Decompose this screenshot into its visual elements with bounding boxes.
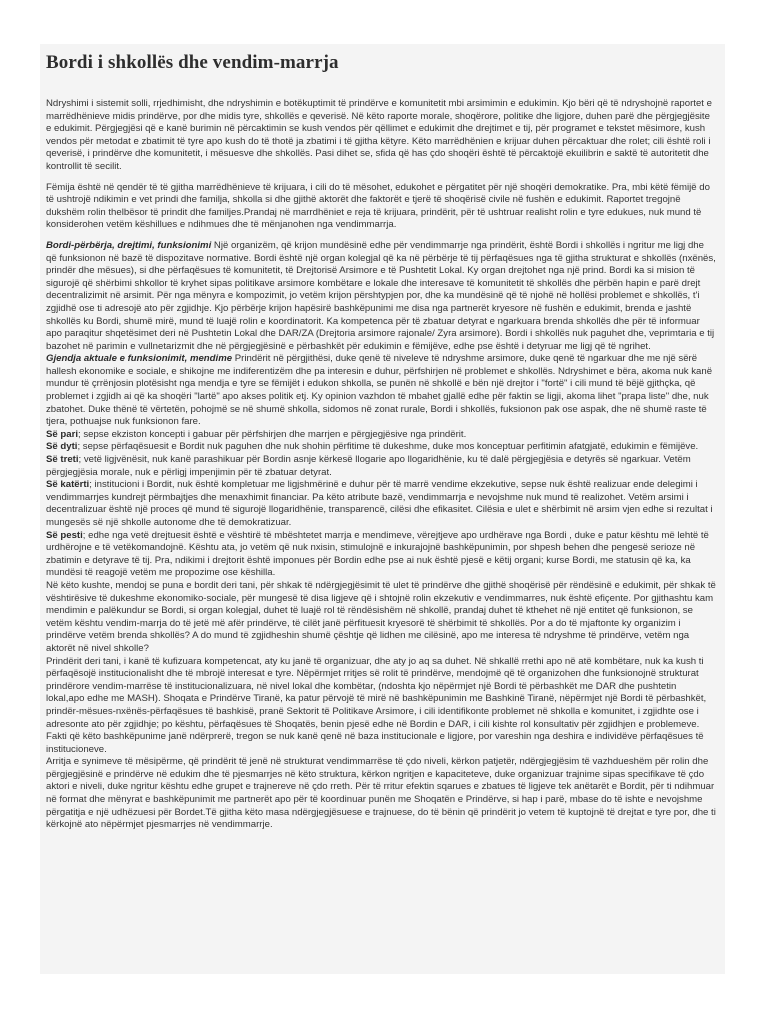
current-state-text: Prindërit në përgjithësi, duke qenë të niveleve të ndryshme arsimore, duke qenë të ngarkuar dhe me një sërë hallesh ekonomike e sociale, e shikojne me indiferentizëm dhe pa interesin e duhur, përfshirjen në problemet e shkollës. Ndryshimet e bëra, akoma nuk kanë mundur të çrrënjosin plotësisht nga mendja e tyre se fëmijët i edukon shkolla, se punën në shkollë e bën një drejtor i "fortë" i cili mund të bëjë gjithçka, që problemet i zgjidh ai që ka shoqëri "lartë" apo akses politik etj. Ky opinion vazhdon të mbahet gjallë edhe për faktin se ligji, akoma lihet "prapa liste" dhe, nuk zbatohet. Duke thënë të vërtetën, pohojmë se në shumë shkolla, sidomos në zonat rurale, Bordi i shkollës, fuksionon pak ose aspak, dhe në shumë raste të tjera, pothuajse nuk funksionon fare.	[46, 353, 713, 428]
reason-first-text: ; sepse ekziston koncepti i gabuar për përfshirjen dhe marrjen e përgjegjësive nga prindërit.	[78, 428, 467, 440]
paragraph-parents-competences: Prindërit deri tani, i kanë të kufizuara kompetencat, aty ku janë të organizuar, dhe aty jo aq sa duhet. Në shkallë rrethi apo në atë kombëtare, nuk ka kush ti përfaqësojë institucionalisht dhe të mbrojë interesat e tyre. Nëpërmjet rritjes së rolit të prindërve, mendojmë që të organizohen dhe funksionojnë strukturat prindërore vendim-marrëse të institucionalizuara, në nivel lokal dhe kombëtar, (ndoshta kjo nëpërmjet një Bordi të përbashkët me DAR dhe pushtetin lokal,apo edhe me MASH). Shoqata e Prindërve Tiranë, ka patur përvojë të mirë në bashkëpunimin me Bashkinë Tiranë, nëpërmjet një Bordi të përbashkët, prindër-mësues-nxënës-përfaqësues të bashkisë, pranë Sektorit të Politikave Arsimore, i cili identifikonte problemet në shkolla e komunitet, i zgjidhte ose i adresonte ato për zgjidhje; po kështu, përfaqësues të Shoqatës, benin pjesë edhe në Bordin e DAR, i cili kishte rol konsultativ për zgjidhjen e problemeve. Fakti që këto bashkëpunime janë ndërprerë, tregon se nuk kanë qenë në baza institucionale e ligjore, por vareshin nga deshira e individëve përfaqësues të institucioneve.	[46, 655, 707, 755]
paragraph-conditions: Në këto kushte, mendoj se puna e bordit deri tani, për shkak të ndërgjegjësimit të ulet të prindërve dhe gjithë shoqërisë për rëndësinë e edukimit, për shkak të vështirësive të dukeshme ekonomiko-sociale, për mungesë të disa ligjeve që i shtojnë rolin ekzekutiv e vendimmarres, nuk është efiçente. Por gjithashtu kam mendimin e palëkundur se Bordi, si organ kolegjal, duhet të luajë rol të rëndësishëm në shkollë, prandaj duhet të kthehet në një entitet që funksionon, se vetëm kështu vendim-marrja do të jetë më afër prindërve, të cilët janë përfituesit kryesorë të shërbimit të shkollës. Por a do të mjaftonte ky organizim i prindërve vetëm brenda shkollës? A do mund të zgjidheshin shumë çështje që lidhen me cilësinë, apo me interesa të ndryshme të prindërve, vetëm nga aktorët në nivel shkolle?	[46, 579, 716, 654]
reason-third-label: Së treti	[46, 454, 79, 466]
paragraph-reason-fourth	[46, 479, 717, 529]
reason-fifth-label: Së pesti	[46, 529, 83, 541]
document-page	[40, 44, 725, 974]
paragraph-current-state	[46, 353, 717, 429]
paragraph-reason-first	[46, 429, 717, 442]
paragraph-achieving-goals: Arritja e synimeve të mësipërme, që prindërit të jenë në strukturat vendimmarrëse të çdo niveli, kërkon patjetër, ndërgjegjësim të vazhdueshëm për rolin dhe përgjegjësinë e prindërve në edukim dhe të pjesmarrjes në këto struktura, kërkon ngritjen e kapaciteteve, duke organizuar trajnime sipas specifikave të çdo aktori e niveli, duke ngritur kështu edhe grupet e trajnereve në çdo rreth. Për të rritur efektin sqarues e zbatues të ligjeve tek anëtarët e Bordit, për ti ndihmuar në format dhe mënyrat e bashkëpunimit me partnerët apo për të koordinuar punën me Shoqatën e Prindërve, si hap i parë, mbase do të ishte e nevojshme përgatitja e një udhëzuesi për Bordet.Të gjitha këto masa ndërgjegjësuese e trajnuese, do të bënin që prindërit jo vetem të kuptojnë të drejtat e tyre por, dhe ti kërkojnë ato nëpërmjet pjesmarrjes në vendimmarrje.	[46, 756, 716, 831]
paragraph-intro: Ndryshimi i sistemit solli, rrjedhimisht, dhe ndryshimin e botëkuptimit të prindërve e komunitetit mbi arsimimin e edukimin. Kjo bëri që të ndryshojnë raportet e marrëdhënieve midis prindërve, por dhe midis tyre, shkollës e qeverisë. Në këto raporte morale, shoqërore, politike dhe ligjore, duhen parë dhe përgjegjësite e edukimit. Përgjegjësi që e kanë burimin në përcaktimin se kush vendos për qëllimet e edukimit dhe drejtimet e tij, për programet e tekstet mësimore, kush vendos për metodat e zbatimit të tyre apo kush do të thotë ja zbatimi i të gjitha këtyre. Këto marrëdhënien e krijuar duhen përcaktuar dhe rolet; cili është roli i qeverisë, i prindërve dhe komunitetit, i mësuesve dhe shkollës. Pasi dihet se, sfida që has çdo shoqëri është të përcaktojë ekuilibrin e saktë të autoritetit dhe kontrollit të secilit.	[46, 98, 712, 172]
reason-first-label: Së pari	[46, 428, 78, 440]
paragraph-reason-second	[46, 441, 717, 454]
board-composition-text: Një organizëm, që krijon mundësinë edhe për vendimmarrje nga prindërit, është Bordi i shkollës i ngritur me ligj dhe që funksionon në bazë të dispozitave normative. Bordi është një organ kolegjal që ka në përbërje të tij përfaqësues nga të gjitha strukturat e shkollës (nxënës, prindër dhe mësues), si dhe përfaqësues të komunitetit, të Drejtorisë Arsimore e të Pushtetit Lokal. Ky organ drejtohet nga një prind. Bordi ka si mision të sigurojë që shërbimi shkollor të kryhet sipas politikave arsimore kombëtare e lokale dhe interesave të komunitetit të shkollës dhe përbën hapin e parë drejt decentralizimit në arsimit. Për nga mënyra e kompozimit, jo vetëm krijon përshtypjen por, dhe ka mundësinë që të njohë në hollësi problemet e shkollës, t'i zgjidhë ose ti adresojë ato për zgjidhje. Kjo përbërje krijon hapësirë bashkëpunimi me disa nga partnerët kryesore në fushën e edukimit, brenda e jashtë shkollës ku Bordi, shumë mirë, mund të luajë rolin e koordinatorit. Ka kompetenca për të zbatuar detyrat e ngarkuara brenda shkollës dhe për të informuar apo paraqitur shqetësimet deri në Pushtetin Lokal dhe DAR/ZA (Drejtoria arsimore rajonale/ Zyra arsimore). Bordi i shkollës nuk paguhet dhe, veprimtaria e tij bazohet në parimin e vullnetarizmit dhe në përgjegjësinë e përbashkët për edukimin e fëmijëve, edhe pse është i detyruar me ligj që të ngrihet.	[46, 239, 716, 352]
reason-second-label: Së dyti	[46, 441, 78, 453]
paragraph-reason-third	[46, 454, 717, 479]
paragraph-reason-fifth	[46, 530, 717, 580]
document-title: Bordi i shkollës dhe vendim-marrja	[46, 52, 339, 73]
reason-second-text: ; sepse përfaqësuesit e Bordit nuk paguhen dhe nuk shohin përfitime të dukeshme, duke mos konceptuar perfitimin afatgjatë, edukimin e fëmijëve.	[77, 441, 699, 453]
board-composition-heading: Bordi-përbërja, drejtimi, funksionimi	[46, 239, 212, 251]
reason-fifth-text: ; edhe nga vetë drejtuesit është e vështirë të mbështetet marrja e mendimeve, vërejtjeve apo urdhërave nga Bordi , duke e patur kështu më lehtë të urdhërojne e të vetëkomandojnë. Kështu ata, jo vetëm që nuk nxisin, stimulojnë e inkurajojnë bashkëpunimin, por shpesh behen dhe pengesë serioze në zbatimin e detyrave të tij. Pra, ndikimi i drejtorit është imponues për Bordin edhe pse ai nuk është pjesë e këtij organi; kurse Bordi, me statusin që ka, ka mundësi të reagojë vetëm me propozime ose këshilla.	[46, 529, 709, 579]
reason-third-text: ; vetë ligjvënësit, nuk kanë parashikuar për Bordin asnje kërkesë llogarie apo llogaridhënie, ku të dalë përgjegjësia e detyrës së ngarkuar. Vetëm përgjegjësia morale, nuk e përligj impenjimin për të zbatuar detyrat.	[46, 454, 691, 478]
paragraph-board-composition	[46, 240, 717, 353]
paragraph-child-center: Fëmija është në qendër të të gjitha marrëdhënieve të krijuara, i cili do të mësohet, edukohet e përgatitet për një shoqëri demokratike. Pra, mbi këtë fëmijë do të ushtrojë ndikimin e vet prindi dhe familja, shkolla si dhe gjithë aktorët dhe faktorët e tjerë të shoqërisë civile në fushën e edukimit. Raportet tregojnë dukshëm rolin thelbësor të prindit dhe familjes.Prandaj në marrdhëniet e reja të krijuara, prindërit, për të ushtruar realisht rolin e tyre edukues, nuk mund të konsiderohen vetëm këshillues e ndihmues dhe të mënjanohen nga vendimmarrja.	[46, 181, 710, 231]
current-state-heading: Gjendja aktuale e funksionimit, mendime	[46, 353, 233, 365]
reason-fourth-text: ; institucioni i Bordit, nuk është kompletuar me ligjshmërinë e duhur për të marrë vendime ekzekutive, sepse nuk është realizuar ende delegimi i vendimmarrjes kundrejt përmbajtjes dhe menaxhimit financiar. Pa këto atribute bazë, vendimmarrja e nevojshme nuk mund të realizohet. Vetëm arsimi i decentralizuar është një proces që mund të sigurojë llogaridhënie, transparencë, cilësi dhe efikasitet. Cilësia e ulet e shërbimit në arsim vjen edhe si rezultat i mungesës së një shkolle autonome dhe të demokratizuar.	[46, 479, 713, 528]
reason-fourth-label: Së katërti	[46, 479, 90, 491]
